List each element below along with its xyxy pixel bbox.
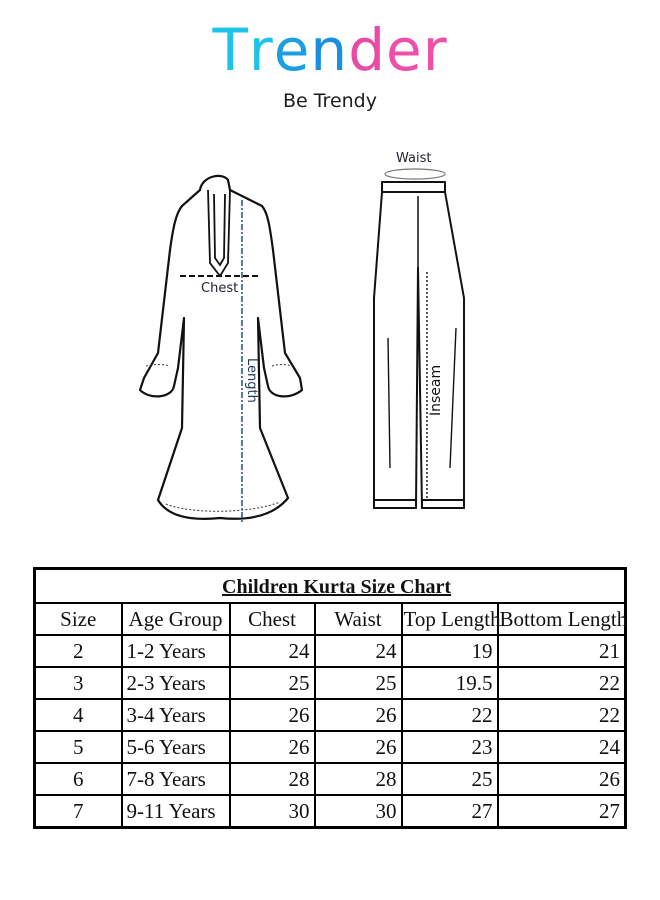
chest-label: Chest: [201, 281, 239, 296]
cell-top-length: 25: [402, 763, 498, 795]
kurta-illustration: [130, 168, 320, 530]
cell-age-group: 1-2 Years: [122, 635, 230, 667]
cell-waist: 24: [315, 635, 402, 667]
brand-letter: d: [348, 16, 387, 84]
cell-chest: 30: [230, 795, 315, 828]
cell-size: 5: [35, 731, 122, 763]
table-row: [35, 699, 626, 731]
table-row: [35, 763, 626, 795]
cell-bottom-length: 21: [498, 635, 626, 667]
size-chart-table: [33, 567, 627, 829]
chart-title: Children Kurta Size Chart: [222, 575, 452, 598]
cell-waist: 26: [315, 699, 402, 731]
brand-letter: e: [273, 16, 311, 84]
cell-age-group: 3-4 Years: [122, 699, 230, 731]
cell-chest: 25: [230, 667, 315, 699]
inseam-label: Inseam: [428, 364, 444, 416]
table-row: [35, 795, 626, 828]
cell-top-length: 22: [402, 699, 498, 731]
column-header-waist: Waist: [315, 603, 402, 635]
cell-size: 2: [35, 635, 122, 667]
brand-logo: [0, 18, 660, 82]
cell-age-group: 7-8 Years: [122, 763, 230, 795]
cell-age-group: 5-6 Years: [122, 731, 230, 763]
cell-top-length: 23: [402, 731, 498, 763]
cell-age-group: 2-3 Years: [122, 667, 230, 699]
size-chart: [33, 567, 628, 826]
cell-chest: 26: [230, 731, 315, 763]
cell-waist: 25: [315, 667, 402, 699]
cell-size: 6: [35, 763, 122, 795]
cell-bottom-length: 22: [498, 667, 626, 699]
column-header-bottom-length: Bottom Length: [498, 603, 626, 635]
cell-waist: 26: [315, 731, 402, 763]
brand-name: [0, 18, 660, 82]
title-row: [35, 569, 626, 604]
brand-letter: r: [248, 16, 274, 84]
header-row: [35, 603, 626, 635]
cell-waist: 30: [315, 795, 402, 828]
brand-letter: r: [422, 16, 448, 84]
brand-letter: e: [386, 16, 423, 84]
cell-size: 3: [35, 667, 122, 699]
table-row: [35, 635, 626, 667]
cell-size: 7: [35, 795, 122, 828]
cell-bottom-length: 22: [498, 699, 626, 731]
cell-bottom-length: 27: [498, 795, 626, 828]
brand-tagline: Be Trendy: [282, 90, 377, 112]
length-label: Length: [244, 358, 259, 403]
brand-letter: T: [212, 16, 249, 84]
pants-illustration: [360, 148, 480, 528]
cell-top-length: 27: [402, 795, 498, 828]
cell-top-length: 19.5: [402, 667, 498, 699]
cell-top-length: 19: [402, 635, 498, 667]
cell-size: 4: [35, 699, 122, 731]
cell-age-group: 9-11 Years: [122, 795, 230, 828]
cell-waist: 28: [315, 763, 402, 795]
column-header-top-length: Top Length: [402, 603, 498, 635]
cell-bottom-length: 26: [498, 763, 626, 795]
cell-chest: 24: [230, 635, 315, 667]
brand-letter: n: [310, 16, 349, 84]
column-header-chest: Chest: [230, 603, 315, 635]
cell-chest: 26: [230, 699, 315, 731]
cell-bottom-length: 24: [498, 731, 626, 763]
waist-label: Waist: [396, 151, 432, 166]
column-header-size: Size: [35, 603, 122, 635]
table-row: [35, 731, 626, 763]
table-row: [35, 667, 626, 699]
column-header-age-group: Age Group: [122, 603, 230, 635]
cell-chest: 28: [230, 763, 315, 795]
